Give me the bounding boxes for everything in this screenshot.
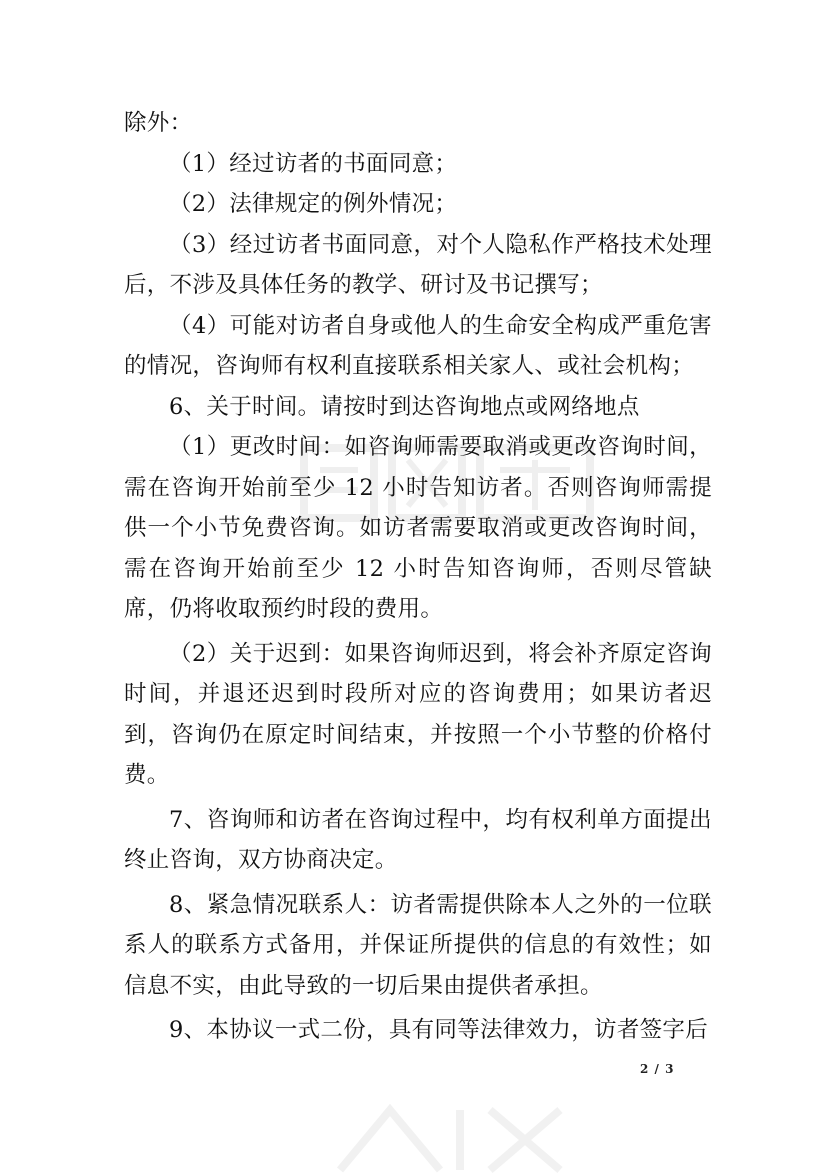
paragraph-section-9: 9、本协议一式二份，具有同等法律效力，访者签字后 — [169, 1017, 709, 1043]
paragraph-section-6: 6、关于时间。请按时到达咨询地点或网络地点 — [169, 393, 640, 420]
page-number: 2 / 3 — [640, 1062, 675, 1076]
paragraph-item-2: （2）法律规定的例外情况； — [169, 191, 458, 217]
watermark-logo-bottom — [330, 1100, 570, 1174]
paragraph-section-7: 7、咨询师和访者在咨询过程中，均有权利单方面提出终止咨询，双方协商决定。 — [124, 806, 712, 873]
paragraph-section-8: 8、紧急情况联系人：访者需提供除本人之外的一位联系人的联系方式备用，并保证所提供的信息的有效性；如信息不实，由此导致的一切后果由提供者承担。 — [124, 891, 712, 999]
paragraph-item-4: （4）可能对访者自身或他人的生命安全构成严重危害的情况，咨询师有权利直接联系相关家人、或社会机构； — [124, 312, 712, 379]
paragraph-late-arrival: （2）关于迟到：如果咨询师迟到，将会补齐原定咨询时间，并退还迟到时段所对应的咨询费用；如果访者迟到，咨询仍在原定时间结束，并按照一个小节整的价格付费。 — [124, 640, 712, 788]
paragraph-item-1: （1）经过访者的书面同意； — [169, 150, 458, 177]
paragraph-exception-intro: 除外： — [124, 110, 193, 136]
paragraph-change-time: （1）更改时间：如咨询师需要取消或更改咨询时间，需在咨询开始前至少 12 小时告知访者。否则咨询师需提供一个小节免费咨询。如访者需要取消或更改咨询时间，需在咨询开始前至少 12 小时告知咨询师，否则尽管缺席，仍将收取预约时段的费用。 — [124, 434, 712, 622]
paragraph-item-3: （3）经过访者书面同意，对个人隐私作严格技术处理后，不涉及具体任务的教学、研讨及书记撰写； — [124, 231, 712, 298]
document-body — [124, 103, 712, 1051]
